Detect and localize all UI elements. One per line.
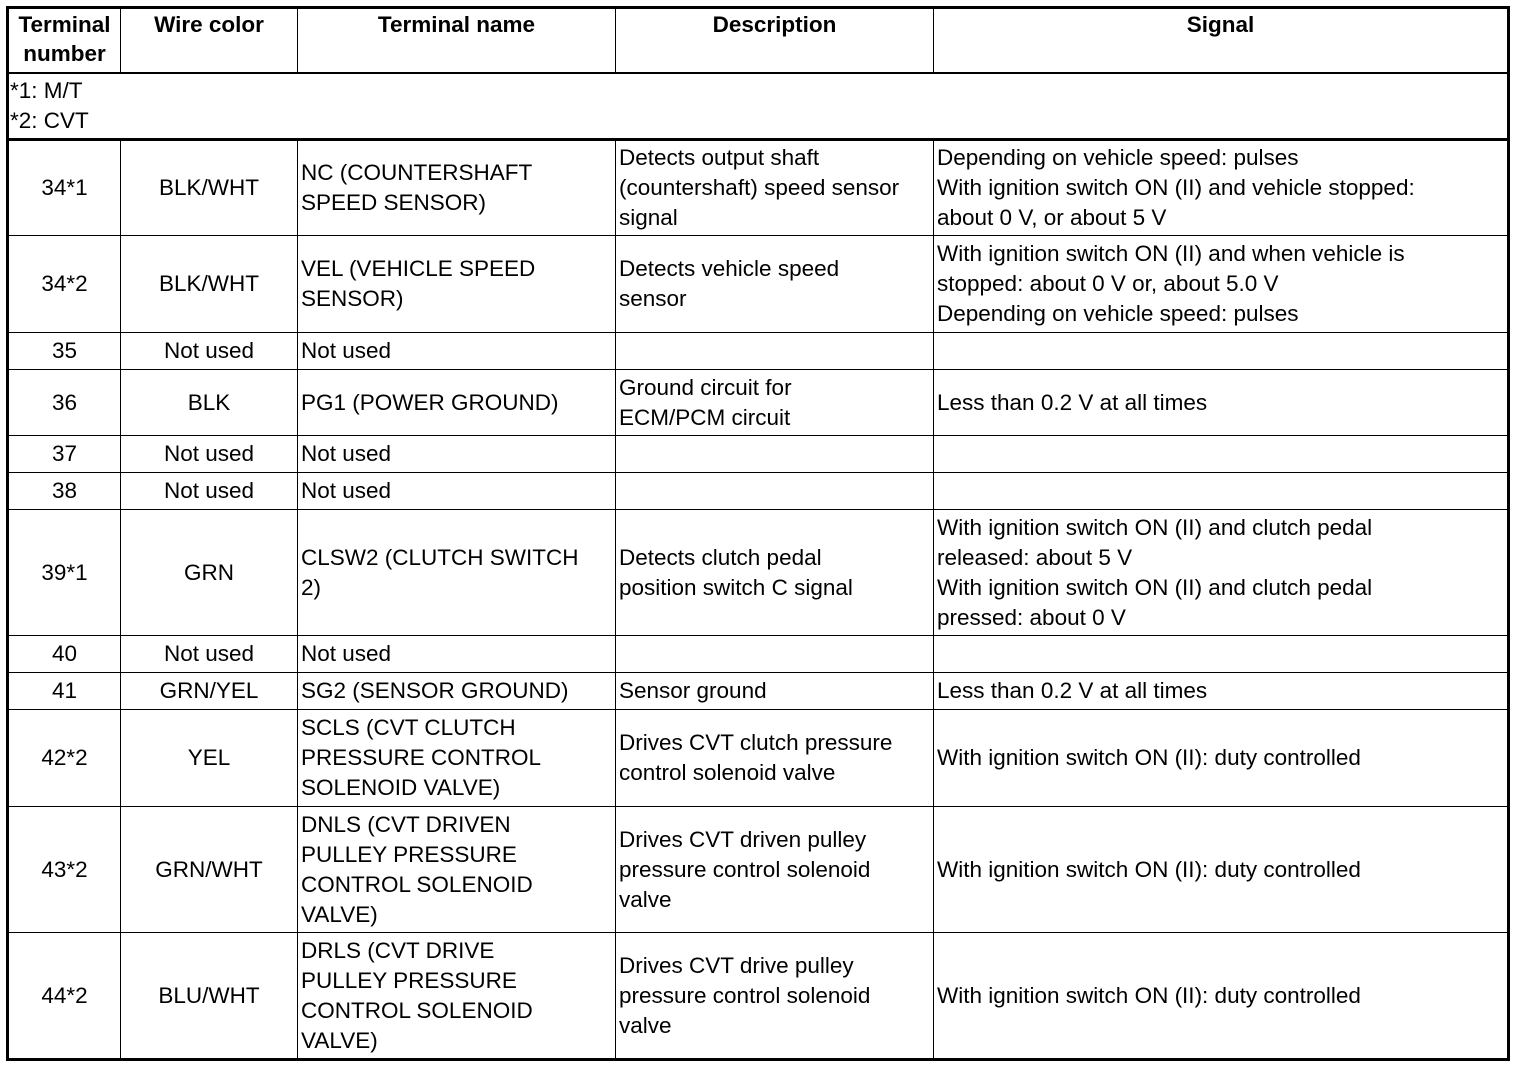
header-row	[8, 8, 1509, 74]
signal-cell-line: With ignition switch ON (II) and vehicle stopped:	[937, 175, 1415, 200]
terminal-table	[6, 6, 1510, 1061]
terminal-name-cell-line: SG2 (SENSOR GROUND)	[301, 678, 569, 703]
table-row	[8, 673, 1509, 710]
notes-cell	[8, 73, 1509, 140]
header-line: Terminal	[18, 12, 111, 37]
terminal-name-cell-line: VALVE)	[301, 901, 378, 927]
terminal-number-cell: 37	[8, 436, 121, 473]
description-cell-line: signal	[619, 205, 678, 230]
wire-color-cell: GRN	[121, 510, 298, 636]
description-cell	[616, 710, 934, 807]
description-cell	[616, 473, 934, 510]
note-mt: *1: M/T	[10, 78, 83, 103]
terminal-number-cell: 44*2	[8, 933, 121, 1060]
table-row	[8, 370, 1509, 436]
wire-color-cell: YEL	[121, 710, 298, 807]
terminal-number-cell: 35	[8, 333, 121, 370]
description-cell	[616, 436, 934, 473]
terminal-name-cell-line: VALVE)	[301, 1027, 378, 1053]
terminal-name-cell	[298, 933, 616, 1060]
table-row	[8, 140, 1509, 236]
signal-cell	[934, 510, 1509, 636]
table-body	[8, 73, 1509, 1060]
description-cell-line: Detects vehicle speed	[619, 256, 840, 281]
header-description	[616, 8, 934, 74]
signal-cell	[934, 807, 1509, 933]
terminal-name-cell-line: Not used	[301, 441, 392, 466]
header-line: Signal	[1186, 12, 1255, 37]
description-cell-line: Ground circuit for	[619, 374, 792, 400]
terminal-name-cell	[298, 436, 616, 473]
description-cell	[616, 636, 934, 673]
header-terminal-number	[8, 8, 121, 74]
terminal-name-cell-line: CONTROL SOLENOID	[301, 997, 533, 1023]
description-cell-line: Detects output shaft	[619, 145, 820, 170]
terminal-name-cell	[298, 370, 616, 436]
terminal-name-cell-line: NC (COUNTERSHAFT	[301, 160, 533, 185]
description-cell	[616, 370, 934, 436]
header-terminal-name	[298, 8, 616, 74]
description-cell-line: pressure control solenoid	[619, 982, 871, 1008]
header-line: Wire color	[154, 12, 264, 37]
signal-cell	[934, 370, 1509, 436]
description-cell-line: Drives CVT drive pulley	[619, 952, 854, 978]
terminal-number-cell: 41	[8, 673, 121, 710]
description-cell	[616, 333, 934, 370]
description-cell-line: position switch C signal	[619, 574, 853, 600]
terminal-number-cell: 34*2	[8, 236, 121, 333]
terminal-number-cell: 39*1	[8, 510, 121, 636]
header-line: Terminal name	[377, 12, 536, 37]
terminal-name-cell-line: PULLEY PRESSURE	[301, 967, 517, 993]
signal-cell-line: stopped: about 0 V or, about 5.0 V	[937, 271, 1279, 296]
terminal-name-cell-line: CLSW2 (CLUTCH SWITCH	[301, 544, 579, 570]
terminal-name-cell	[298, 673, 616, 710]
signal-cell-line: With ignition switch ON (II): duty controlled	[937, 745, 1361, 770]
terminal-name-cell-line: DRLS (CVT DRIVE	[301, 937, 495, 963]
table-row	[8, 333, 1509, 370]
signal-cell-line: about 0 V, or about 5 V	[937, 205, 1167, 230]
wire-color-cell: Not used	[121, 473, 298, 510]
table-row	[8, 636, 1509, 673]
terminal-number-cell: 42*2	[8, 710, 121, 807]
terminal-name-cell-line: 2)	[301, 574, 322, 600]
wire-color-cell: GRN/YEL	[121, 673, 298, 710]
terminal-name-cell-line: Not used	[301, 338, 392, 363]
terminal-name-cell-line: PRESSURE CONTROL	[301, 745, 542, 770]
terminal-name-cell-line: SPEED SENSOR)	[301, 190, 487, 215]
terminal-name-cell-line: SENSOR)	[301, 286, 404, 311]
signal-cell-line: Less than 0.2 V at all times	[937, 389, 1208, 415]
description-cell-line: Drives CVT driven pulley	[619, 826, 867, 852]
signal-cell-line: With ignition switch ON (II) and clutch pedal	[937, 514, 1373, 540]
signal-cell	[934, 636, 1509, 673]
wire-color-cell: Not used	[121, 636, 298, 673]
table-row	[8, 473, 1509, 510]
terminal-number-cell: 34*1	[8, 140, 121, 236]
header-signal	[934, 8, 1509, 74]
signal-cell	[934, 236, 1509, 333]
wire-color-cell: BLK/WHT	[121, 236, 298, 333]
description-cell-line: Detects clutch pedal	[619, 544, 822, 570]
description-cell-line: ECM/PCM circuit	[619, 404, 791, 430]
wire-color-cell: Not used	[121, 333, 298, 370]
terminal-number-cell: 40	[8, 636, 121, 673]
table-row	[8, 710, 1509, 807]
note-cvt: *2: CVT	[10, 108, 89, 133]
description-cell-line: sensor	[619, 286, 687, 311]
wire-color-cell: BLK/WHT	[121, 140, 298, 236]
terminal-name-cell-line: PG1 (POWER GROUND)	[301, 389, 559, 415]
terminal-name-cell-line: DNLS (CVT DRIVEN	[301, 811, 511, 837]
terminal-name-cell	[298, 636, 616, 673]
terminal-name-cell	[298, 333, 616, 370]
description-cell-line: control solenoid valve	[619, 760, 836, 785]
table-row	[8, 807, 1509, 933]
signal-cell	[934, 673, 1509, 710]
terminal-name-cell-line: PULLEY PRESSURE	[301, 841, 517, 867]
signal-cell	[934, 473, 1509, 510]
terminal-name-cell-line: CONTROL SOLENOID	[301, 871, 533, 897]
wire-color-cell: GRN/WHT	[121, 807, 298, 933]
description-cell	[616, 140, 934, 236]
description-cell	[616, 807, 934, 933]
terminal-name-cell-line: Not used	[301, 478, 392, 503]
terminal-name-cell-line: Not used	[301, 641, 392, 666]
signal-cell-line: With ignition switch ON (II): duty controlled	[937, 982, 1361, 1008]
terminal-name-cell	[298, 807, 616, 933]
signal-cell-line: Less than 0.2 V at all times	[937, 678, 1208, 703]
signal-cell-line: With ignition switch ON (II) and clutch pedal	[937, 574, 1373, 600]
description-cell	[616, 933, 934, 1060]
description-cell	[616, 673, 934, 710]
terminal-name-cell-line: SCLS (CVT CLUTCH	[301, 715, 516, 740]
wire-color-cell: BLU/WHT	[121, 933, 298, 1060]
terminal-name-cell	[298, 473, 616, 510]
description-cell-line: (countershaft) speed sensor	[619, 175, 900, 200]
signal-cell	[934, 333, 1509, 370]
signal-cell-line: With ignition switch ON (II) and when vehicle is	[937, 241, 1405, 266]
signal-cell-line: pressed: about 0 V	[937, 604, 1126, 630]
wire-color-cell: BLK	[121, 370, 298, 436]
description-cell-line: Drives CVT clutch pressure	[619, 730, 893, 755]
terminal-number-cell: 36	[8, 370, 121, 436]
signal-cell-line: Depending on vehicle speed: pulses	[937, 145, 1299, 170]
terminal-name-cell	[298, 236, 616, 333]
description-cell-line: valve	[619, 886, 672, 912]
signal-cell-line: With ignition switch ON (II): duty controlled	[937, 856, 1361, 882]
header-line: Description	[712, 12, 837, 37]
terminal-name-cell	[298, 510, 616, 636]
table-row	[8, 510, 1509, 636]
wire-color-cell: Not used	[121, 436, 298, 473]
signal-cell-line: Depending on vehicle speed: pulses	[937, 301, 1299, 326]
header-wire-color	[121, 8, 298, 74]
terminal-name-cell-line: SOLENOID VALVE)	[301, 775, 501, 800]
header-line: number	[23, 41, 106, 66]
description-cell-line: Sensor ground	[619, 678, 767, 703]
signal-cell	[934, 436, 1509, 473]
notes-row	[8, 73, 1509, 140]
table-row	[8, 933, 1509, 1060]
description-cell	[616, 510, 934, 636]
terminal-name-cell-line: VEL (VEHICLE SPEED	[301, 256, 536, 281]
signal-cell-line: released: about 5 V	[937, 544, 1133, 570]
description-cell	[616, 236, 934, 333]
terminal-name-cell	[298, 140, 616, 236]
table-row	[8, 436, 1509, 473]
terminal-name-cell	[298, 710, 616, 807]
description-cell-line: valve	[619, 1012, 672, 1038]
signal-cell	[934, 710, 1509, 807]
description-cell-line: pressure control solenoid	[619, 856, 871, 882]
signal-cell	[934, 933, 1509, 1060]
terminal-number-cell: 43*2	[8, 807, 121, 933]
table-row	[8, 236, 1509, 333]
terminal-number-cell: 38	[8, 473, 121, 510]
signal-cell	[934, 140, 1509, 236]
